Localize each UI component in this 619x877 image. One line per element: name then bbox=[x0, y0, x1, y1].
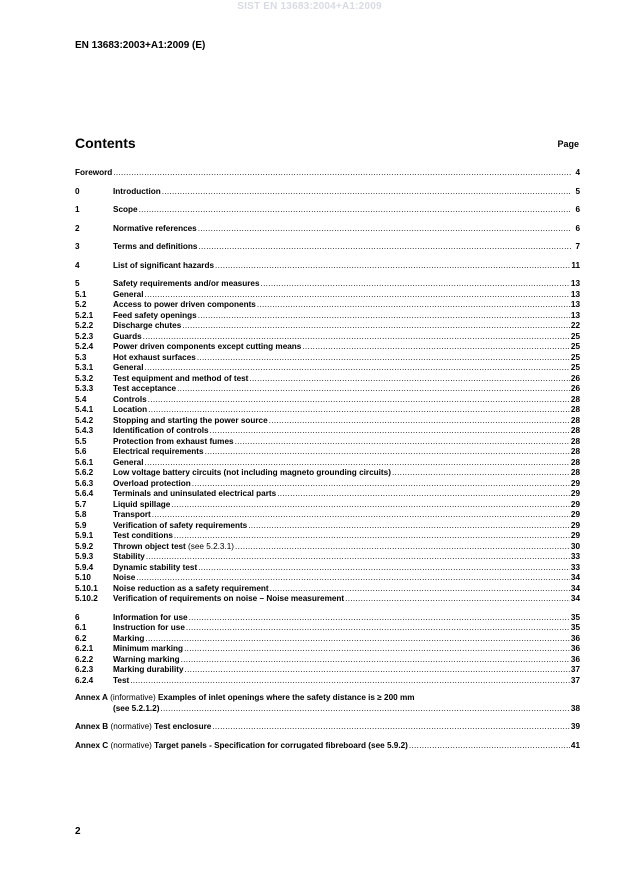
toc-page: 36 bbox=[570, 633, 580, 643]
toc-leader-dots bbox=[210, 426, 570, 437]
toc-number: 5.3.2 bbox=[75, 373, 94, 383]
toc-number: 5.7 bbox=[75, 499, 87, 509]
toc-entry[interactable] bbox=[75, 437, 580, 448]
toc-leader-dots bbox=[198, 563, 570, 574]
toc-page: 35 bbox=[570, 623, 580, 632]
toc-leader-dots bbox=[269, 416, 570, 427]
toc-leader-dots bbox=[277, 489, 570, 500]
toc-leader-dots bbox=[248, 521, 570, 532]
toc-leader-dots bbox=[145, 363, 570, 374]
toc-number: 5.6.2 bbox=[75, 468, 94, 477]
toc-number: 6.2.4 bbox=[75, 675, 94, 685]
toc-number: 5.6.1 bbox=[75, 457, 94, 467]
toc-page: 28 bbox=[570, 447, 580, 456]
toc-number: 5.9 bbox=[75, 520, 87, 530]
toc-title: General bbox=[113, 457, 144, 467]
toc-title: Safety requirements and/or measures bbox=[113, 279, 260, 288]
annex-label: Annex C bbox=[75, 740, 109, 750]
toc-number: 5.4.1 bbox=[75, 405, 94, 414]
annex-title: Test enclosure bbox=[154, 722, 212, 731]
toc-title: Controls bbox=[113, 394, 147, 404]
toc-title: List of significant hazards bbox=[113, 260, 214, 270]
toc-page: 13 bbox=[570, 279, 580, 288]
toc-number: 6.2.2 bbox=[75, 654, 94, 664]
toc-entry[interactable] bbox=[75, 594, 580, 605]
toc-number: 6.2 bbox=[75, 633, 87, 643]
toc-entry[interactable] bbox=[75, 613, 580, 624]
toc-title: Test conditions bbox=[113, 531, 173, 540]
toc-page: 26 bbox=[570, 384, 580, 393]
toc-leader-dots bbox=[160, 704, 569, 715]
toc-leader-dots bbox=[145, 290, 570, 301]
toc-number: 6.2.1 bbox=[75, 644, 94, 653]
toc-title: General bbox=[113, 363, 144, 372]
annex-title: Target panels - Specification for corrugated fibreboard (see 5.9.2) bbox=[154, 740, 408, 750]
toc-entry[interactable] bbox=[75, 321, 580, 332]
toc-number: 2 bbox=[75, 223, 80, 233]
toc-number: 5.9.3 bbox=[75, 552, 94, 561]
toc-title: Normative references bbox=[113, 223, 197, 233]
toc-title: Introduction bbox=[113, 186, 161, 196]
toc-number: 5.1 bbox=[75, 289, 87, 299]
toc-entry[interactable] bbox=[75, 290, 580, 301]
toc-leader-dots bbox=[257, 300, 570, 311]
page-number: 2 bbox=[75, 826, 81, 837]
toc-entry[interactable] bbox=[75, 384, 580, 395]
toc-leader-dots bbox=[205, 447, 570, 458]
toc-leader-dots bbox=[409, 741, 570, 752]
toc-entry[interactable] bbox=[75, 353, 580, 364]
toc-page: 28 bbox=[570, 468, 580, 477]
annex-label: Annex B bbox=[75, 722, 109, 731]
toc-number: 5.6 bbox=[75, 447, 87, 456]
toc-title: Stopping and starting the power source bbox=[113, 415, 268, 425]
toc-page: 22 bbox=[570, 321, 580, 330]
toc-entry[interactable] bbox=[75, 584, 580, 595]
toc-page: 37 bbox=[570, 665, 580, 674]
toc-number: 6 bbox=[75, 612, 80, 622]
toc-number: 4 bbox=[75, 260, 80, 270]
toc-entry[interactable] bbox=[75, 573, 580, 584]
toc-leader-dots bbox=[148, 405, 570, 416]
toc-leader-dots bbox=[192, 479, 570, 490]
toc-number: 3 bbox=[75, 242, 80, 251]
toc-page: 7 bbox=[575, 242, 580, 251]
toc-page: 28 bbox=[570, 436, 580, 446]
toc-entry[interactable] bbox=[75, 676, 580, 687]
toc-title: Stability bbox=[113, 552, 145, 561]
toc-entry[interactable] bbox=[75, 405, 580, 416]
toc-title: Minimum marking bbox=[113, 644, 184, 653]
toc-entry[interactable] bbox=[75, 665, 580, 676]
toc-page: 36 bbox=[570, 654, 580, 664]
toc-title: Terms and definitions bbox=[113, 242, 198, 251]
toc-title: Test equipment and method of test bbox=[113, 373, 249, 383]
toc-annex-a[interactable] bbox=[75, 693, 580, 704]
toc-leader-dots bbox=[152, 510, 570, 521]
toc-entry[interactable] bbox=[75, 458, 580, 469]
toc-page: 6 bbox=[575, 223, 580, 233]
toc-entry[interactable] bbox=[75, 279, 580, 290]
toc-page: 29 bbox=[570, 489, 580, 498]
toc-page: 37 bbox=[570, 675, 580, 685]
toc-leader-dots bbox=[198, 311, 570, 322]
toc-annex-c[interactable] bbox=[75, 741, 580, 752]
toc-title: Hot exhaust surfaces bbox=[113, 352, 196, 362]
toc-entry[interactable] bbox=[75, 521, 580, 532]
toc-title: Low voltage battery circuits (not including magneto grounding circuits) bbox=[113, 468, 391, 477]
toc-entry[interactable] bbox=[75, 531, 580, 542]
toc-entry-foreword[interactable] bbox=[75, 168, 580, 179]
toc-page: 25 bbox=[570, 352, 580, 362]
toc-page: 36 bbox=[570, 644, 580, 653]
toc-leader-dots bbox=[162, 187, 571, 198]
toc-title bbox=[75, 741, 408, 752]
toc-title: Noise reduction as a safety requirement bbox=[113, 583, 269, 593]
toc-page: 39 bbox=[570, 722, 580, 731]
toc-leader-dots bbox=[113, 168, 571, 179]
toc-leader-dots bbox=[145, 634, 569, 645]
toc-annex-b[interactable] bbox=[75, 722, 580, 733]
toc-leader-dots bbox=[198, 242, 571, 253]
toc-annex-a-continuation[interactable] bbox=[75, 704, 580, 715]
toc-number: 5.4.3 bbox=[75, 426, 94, 435]
toc-number: 5.9.4 bbox=[75, 562, 94, 572]
toc-leader-dots bbox=[198, 224, 571, 235]
toc-leader-dots bbox=[197, 353, 570, 364]
annex-type: (normative) bbox=[108, 722, 155, 731]
toc-page: 28 bbox=[570, 415, 580, 425]
toc-title: Scope bbox=[113, 205, 138, 214]
toc-title: Marking durability bbox=[113, 665, 184, 674]
toc-page: 28 bbox=[570, 457, 580, 467]
document-id: EN 13683:2003+A1:2009 (E) bbox=[75, 40, 206, 51]
toc-entry[interactable] bbox=[75, 242, 580, 253]
toc-number: 5.10.1 bbox=[75, 583, 98, 593]
toc-entry[interactable] bbox=[75, 563, 580, 574]
toc-leader-dots bbox=[171, 500, 570, 511]
toc-number: 0 bbox=[75, 186, 80, 196]
toc-page: 11 bbox=[571, 260, 580, 270]
toc-entry[interactable] bbox=[75, 468, 580, 479]
toc-title: Dynamic stability test bbox=[113, 562, 198, 572]
toc-entry[interactable] bbox=[75, 447, 580, 458]
page-column-header: Page bbox=[557, 139, 579, 149]
toc-title: Marking bbox=[113, 633, 145, 643]
toc-page: 30 bbox=[570, 541, 580, 551]
toc-number: 6.1 bbox=[75, 623, 87, 632]
toc-title: Power driven components except cutting means bbox=[113, 342, 302, 351]
toc-title: Location bbox=[113, 405, 148, 414]
toc-number: 1 bbox=[75, 205, 80, 214]
toc-page: 29 bbox=[570, 531, 580, 540]
toc-title-suffix: (see 5.2.3.1) bbox=[185, 541, 235, 551]
toc-entry[interactable] bbox=[75, 426, 580, 437]
toc-entry[interactable] bbox=[75, 510, 580, 521]
toc-leader-dots bbox=[143, 332, 570, 343]
toc-leader-dots bbox=[261, 279, 570, 290]
toc-number: 5.2.4 bbox=[75, 342, 94, 351]
toc-title: Protection from exhaust fumes bbox=[113, 436, 234, 446]
toc-number: 6.2.3 bbox=[75, 665, 94, 674]
toc-leader-dots bbox=[130, 676, 570, 687]
toc-page: 28 bbox=[570, 426, 580, 435]
toc-title: Test acceptance bbox=[113, 384, 177, 393]
toc-number: 5.6.3 bbox=[75, 478, 94, 488]
toc-leader-dots bbox=[146, 552, 570, 563]
toc-number: 5.3 bbox=[75, 352, 87, 362]
toc-leader-dots bbox=[148, 395, 570, 406]
contents-title: Contents bbox=[75, 135, 136, 151]
toc-number: 5.3.3 bbox=[75, 384, 94, 393]
toc-leader-dots bbox=[139, 205, 571, 216]
toc-leader-dots bbox=[235, 542, 570, 553]
toc-leader-dots bbox=[184, 644, 570, 655]
toc-page: 25 bbox=[570, 363, 580, 372]
toc-leader-dots bbox=[189, 613, 570, 624]
toc-leader-dots bbox=[181, 655, 570, 666]
toc-page: 29 bbox=[570, 510, 580, 519]
toc-page: 6 bbox=[575, 205, 580, 214]
toc-title bbox=[113, 542, 234, 553]
toc-entry[interactable] bbox=[75, 224, 580, 235]
toc-title: Verification of safety requirements bbox=[113, 520, 248, 530]
toc-page: 25 bbox=[570, 331, 580, 341]
toc-page: 33 bbox=[570, 562, 580, 572]
toc-leader-dots bbox=[302, 342, 570, 353]
toc-title bbox=[75, 722, 211, 733]
toc-number: 5.5 bbox=[75, 436, 87, 446]
toc-number: 5.3.1 bbox=[75, 363, 94, 372]
toc-title: Foreword bbox=[75, 168, 113, 177]
toc-entry[interactable] bbox=[75, 623, 580, 634]
toc-leader-dots bbox=[270, 584, 570, 595]
toc-leader-dots bbox=[392, 468, 570, 479]
toc-number: 5.2 bbox=[75, 300, 87, 309]
toc-page: 13 bbox=[570, 289, 580, 299]
toc-entry[interactable] bbox=[75, 374, 580, 385]
toc-leader-dots bbox=[212, 722, 570, 733]
toc-page: 34 bbox=[570, 594, 580, 603]
toc-entry[interactable] bbox=[75, 500, 580, 511]
toc-entry[interactable] bbox=[75, 655, 580, 666]
toc-number: 5.10.2 bbox=[75, 594, 98, 603]
annex-title-line2: (see 5.2.1.2) bbox=[113, 703, 160, 713]
toc-entry[interactable] bbox=[75, 489, 580, 500]
toc-title: Information for use bbox=[113, 612, 188, 622]
toc-number: 5.9.2 bbox=[75, 541, 94, 551]
toc-page: 33 bbox=[570, 552, 580, 561]
toc-entry[interactable] bbox=[75, 205, 580, 216]
toc-title: Transport bbox=[113, 510, 151, 519]
toc-page: 28 bbox=[570, 405, 580, 414]
toc-entry[interactable] bbox=[75, 416, 580, 427]
toc-entry[interactable] bbox=[75, 363, 580, 374]
toc-leader-dots bbox=[345, 594, 570, 605]
toc-page: 13 bbox=[570, 300, 580, 309]
toc-title: Discharge chutes bbox=[113, 321, 182, 330]
toc-entry[interactable] bbox=[75, 261, 580, 272]
toc-entry[interactable] bbox=[75, 342, 580, 353]
toc-title: Warning marking bbox=[113, 654, 180, 664]
toc-page: 13 bbox=[570, 310, 580, 320]
toc-leader-dots bbox=[215, 261, 570, 272]
toc-number: 5.10 bbox=[75, 573, 91, 582]
annex-label: Annex A bbox=[75, 693, 108, 702]
toc-number: 5.4.2 bbox=[75, 415, 94, 425]
toc-page: 4 bbox=[575, 168, 580, 177]
toc-entry[interactable] bbox=[75, 187, 580, 198]
table-of-contents bbox=[75, 168, 580, 751]
toc-title: Noise bbox=[113, 573, 136, 582]
toc-title: Guards bbox=[113, 331, 142, 341]
toc-page: 29 bbox=[570, 520, 580, 530]
toc-page: 29 bbox=[570, 499, 580, 509]
toc-title: Verification of requirements on noise – Noise measurement bbox=[113, 594, 345, 603]
toc-page: 34 bbox=[570, 583, 580, 593]
toc-entry[interactable] bbox=[75, 311, 580, 322]
toc-entry[interactable] bbox=[75, 395, 580, 406]
toc-number: 5.9.1 bbox=[75, 531, 94, 540]
toc-leader-dots bbox=[136, 573, 570, 584]
toc-number: 5 bbox=[75, 279, 80, 288]
toc-page: 25 bbox=[570, 342, 580, 351]
toc-page: 5 bbox=[575, 186, 580, 196]
toc-number: 5.2.2 bbox=[75, 321, 94, 330]
toc-entry[interactable] bbox=[75, 542, 580, 553]
toc-page: 34 bbox=[570, 573, 580, 582]
toc-title: Test bbox=[113, 675, 130, 685]
toc-leader-dots bbox=[145, 458, 570, 469]
toc-title-text: Thrown object test bbox=[113, 541, 186, 551]
toc-title: Instruction for use bbox=[113, 623, 185, 632]
toc-leader-dots bbox=[174, 531, 570, 542]
toc-leader-dots bbox=[185, 665, 570, 676]
annex-type: (normative) bbox=[108, 740, 155, 750]
toc-number: 5.2.1 bbox=[75, 310, 94, 320]
toc-entry[interactable] bbox=[75, 479, 580, 490]
toc-leader-dots bbox=[249, 374, 569, 385]
toc-title: Terminals and uninsulated electrical parts bbox=[113, 489, 277, 498]
toc-number: 5.6.4 bbox=[75, 489, 94, 498]
annex-type: (informative) bbox=[107, 693, 158, 702]
toc-page: 35 bbox=[570, 612, 580, 622]
toc-entry[interactable] bbox=[75, 332, 580, 343]
toc-page: 29 bbox=[570, 478, 580, 488]
toc-title: General bbox=[113, 289, 144, 299]
toc-title: Liquid spillage bbox=[113, 499, 171, 509]
toc-title: Electrical requirements bbox=[113, 447, 204, 456]
toc-page: 26 bbox=[570, 373, 580, 383]
watermark: SIST EN 13683:2004+A1:2009 bbox=[237, 1, 382, 12]
toc-number: 5.4 bbox=[75, 394, 87, 404]
toc-page: 41 bbox=[570, 740, 580, 750]
toc-entry[interactable] bbox=[75, 300, 580, 311]
toc-page: 28 bbox=[570, 394, 580, 404]
annex-title: Examples of inlet openings where the safety distance is ≥ 200 mm bbox=[157, 693, 415, 702]
toc-entry[interactable] bbox=[75, 552, 580, 563]
toc-title: Identification of controls bbox=[113, 426, 209, 435]
toc-entry[interactable] bbox=[75, 644, 580, 655]
toc-number: 5.2.3 bbox=[75, 331, 94, 341]
toc-title: Access to power driven components bbox=[113, 300, 256, 309]
toc-leader-dots bbox=[177, 384, 570, 395]
toc-leader-dots bbox=[186, 623, 570, 634]
toc-leader-dots bbox=[182, 321, 570, 332]
toc-title: Feed safety openings bbox=[113, 310, 197, 320]
toc-number: 5.8 bbox=[75, 510, 87, 519]
toc-page: 38 bbox=[570, 703, 580, 713]
toc-title: Overload protection bbox=[113, 478, 191, 488]
toc-entry[interactable] bbox=[75, 634, 580, 645]
toc-leader-dots bbox=[235, 437, 570, 448]
